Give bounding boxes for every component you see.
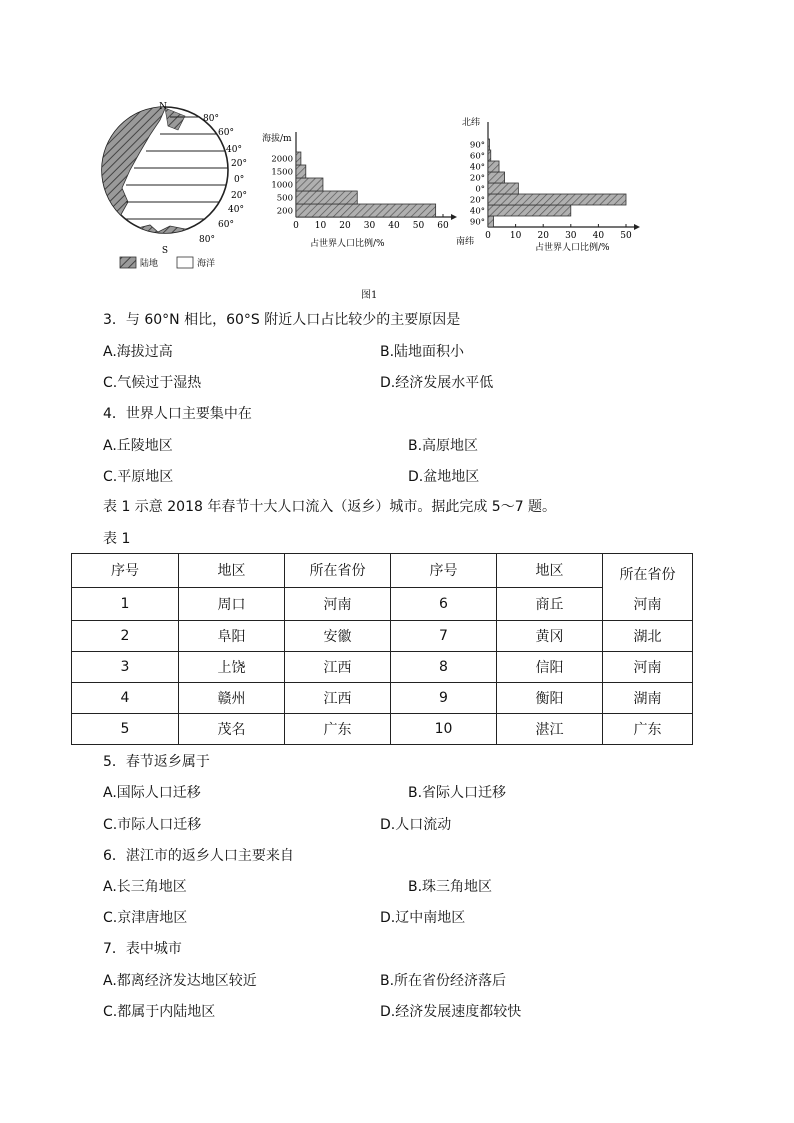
bar <box>488 194 626 205</box>
bar <box>488 161 499 172</box>
bar <box>296 178 323 191</box>
table-cell: 6 <box>391 587 497 621</box>
question-4-stem: 4．世界人口主要集中在 <box>103 406 252 422</box>
latitude-x-label: 占世界人口比例/% <box>535 243 610 253</box>
x-tick-label: 20 <box>537 231 549 241</box>
bar <box>488 150 491 161</box>
table-row <box>72 683 693 714</box>
table-cell: 江西 <box>285 652 391 683</box>
question-3-option-d: D.经济发展水平低 <box>380 375 494 391</box>
x-tick-label: 30 <box>565 231 577 241</box>
bar <box>296 165 306 178</box>
question-6-option-d: D.辽中南地区 <box>380 910 466 926</box>
question-6-option-a: A.长三角地区 <box>103 879 187 895</box>
lat-label: 20° <box>231 159 247 169</box>
ocean-legend-label: 海洋 <box>197 259 216 269</box>
table-caption: 表 1 <box>103 531 131 547</box>
table-cell: 商丘 <box>497 587 603 621</box>
table-cell: 江西 <box>285 683 391 714</box>
lat-label: 80° <box>199 235 215 245</box>
table-cell: 衡阳 <box>497 683 603 714</box>
bar <box>296 152 301 165</box>
table-cell: 10 <box>391 714 497 745</box>
bar <box>488 205 571 216</box>
table-cell: 上饶 <box>179 652 285 683</box>
question-5-option-b: B.省际人口迁移 <box>408 785 507 801</box>
table-cell: 河南 <box>285 587 391 621</box>
table-cell: 7 <box>391 621 497 652</box>
question-5-option-c: C.市际人口迁移 <box>103 817 202 833</box>
table-row <box>72 652 693 683</box>
latitude-south-label: 南纬 <box>456 237 475 247</box>
table-cell: 湖南 <box>603 683 693 714</box>
table-cell: 9 <box>391 683 497 714</box>
altitude-x-label: 占世界人口比例/% <box>310 239 385 249</box>
question-7-option-d: D.经济发展速度都较快 <box>380 1004 522 1020</box>
question-7-stem: 7．表中城市 <box>103 941 182 957</box>
figure-1 <box>0 90 794 280</box>
table-cell: 3 <box>72 652 179 683</box>
table-cell: 黄冈 <box>497 621 603 652</box>
question-6-option-b: B.珠三角地区 <box>408 879 493 895</box>
lat-label: 20° <box>231 191 247 201</box>
table-cell: 湖北 <box>603 621 693 652</box>
table-cell: 广东 <box>603 714 693 745</box>
altitude-chart <box>262 132 457 249</box>
question-3-option-b: B.陆地面积小 <box>380 344 465 360</box>
table-cell: 广东 <box>285 714 391 745</box>
x-tick-label: 40 <box>592 231 605 241</box>
question-5-option-d: D.人口流动 <box>380 817 452 833</box>
table-cell: 信阳 <box>497 652 603 683</box>
x-axis-arrow <box>451 214 457 220</box>
question-7-option-a: A.都离经济发达地区较近 <box>103 973 257 989</box>
x-tick-label: 60 <box>437 221 449 231</box>
y-tick-label: 60° <box>469 151 485 162</box>
table-cell: 周口 <box>179 587 285 621</box>
question-4-option-c: C.平原地区 <box>103 469 174 485</box>
y-tick-label: 40° <box>469 162 485 173</box>
table-cell: 茂名 <box>179 714 285 745</box>
question-3-option-a: A.海拔过高 <box>103 344 173 360</box>
table-cell: 2 <box>72 621 179 652</box>
table-row <box>72 714 693 745</box>
table-cell: 阜阳 <box>179 621 285 652</box>
x-tick-label: 10 <box>509 231 522 241</box>
header-cell: 序号 <box>391 554 497 588</box>
question-7-option-b: B.所在省份经济落后 <box>380 973 507 989</box>
bar <box>488 216 494 227</box>
question-5-stem: 5．春节返乡属于 <box>103 754 210 770</box>
land-legend-label: 陆地 <box>140 259 159 269</box>
question-7-option-c: C.都属于内陆地区 <box>103 1004 216 1020</box>
table-cell: 安徽 <box>285 621 391 652</box>
y-tick-label: 20° <box>469 173 485 184</box>
y-tick-label: 200 <box>276 206 293 217</box>
lat-label: 80° <box>203 114 219 124</box>
question-6-option-c: C.京津唐地区 <box>103 910 188 926</box>
land-legend-swatch <box>120 257 136 268</box>
table-row <box>72 621 693 652</box>
bar <box>296 204 436 217</box>
y-tick-label: 500 <box>276 193 293 204</box>
table-cell: 湛江 <box>497 714 603 745</box>
x-tick-label: 30 <box>363 221 376 231</box>
lat-label: 0° <box>234 175 245 185</box>
table-header-row <box>72 554 693 588</box>
header-cell: 所在省份 <box>285 554 391 588</box>
table-cell: 河南 <box>633 597 662 613</box>
question-6-stem: 6．湛江市的返乡人口主要来自 <box>103 848 294 864</box>
y-tick-label: 20° <box>469 195 485 206</box>
globe-diagram <box>100 100 247 269</box>
table-cell: 1 <box>72 587 179 621</box>
table-cell: 5 <box>72 714 179 745</box>
table-1 <box>71 553 693 745</box>
question-5-option-a: A.国际人口迁移 <box>103 785 201 801</box>
y-tick-label: 40° <box>469 206 485 217</box>
header-cell-merged <box>603 554 693 621</box>
question-4-option-d: D.盆地地区 <box>408 469 480 485</box>
y-tick-label: 90° <box>469 140 485 151</box>
header-cell: 地区 <box>497 554 603 588</box>
header-cell: 序号 <box>72 554 179 588</box>
bar <box>488 139 490 150</box>
x-tick-label: 10 <box>314 221 327 231</box>
lat-label: 60° <box>218 128 234 138</box>
north-label: N <box>159 102 167 112</box>
x-tick-label: 50 <box>620 231 632 241</box>
x-tick-label: 50 <box>412 221 425 231</box>
question-3-stem: 3．与 60°N 相比，60°S 附近人口占比较少的主要原因是 <box>103 312 461 328</box>
figure-caption: 图1 <box>361 290 378 301</box>
lat-label: 60° <box>218 220 234 230</box>
bar <box>296 191 357 204</box>
latitude-north-label: 北纬 <box>462 118 481 128</box>
y-tick-label: 0° <box>475 184 485 195</box>
bar <box>488 172 505 183</box>
altitude-y-label: 海拔/m <box>262 134 292 144</box>
y-tick-label: 2000 <box>271 154 293 165</box>
question-4-option-a: A.丘陵地区 <box>103 438 173 454</box>
lat-label: 40° <box>226 145 242 155</box>
table-intro: 表 1 示意 2018 年春节十大人口流入（返乡）城市。据此完成 5～7 题。 <box>103 499 557 515</box>
ocean-legend-swatch <box>177 257 193 268</box>
bar <box>488 183 518 194</box>
south-label: S <box>161 246 169 256</box>
header-cell: 地区 <box>179 554 285 588</box>
lat-label: 40° <box>228 205 244 215</box>
x-tick-label: 40 <box>388 221 400 231</box>
table-cell: 河南 <box>603 652 693 683</box>
table-row <box>72 587 693 621</box>
y-tick-label: 1500 <box>271 167 293 178</box>
y-tick-label: 90° <box>469 217 485 228</box>
x-axis-arrow <box>634 224 640 230</box>
x-tick-label: 0 <box>485 231 491 241</box>
question-4-option-b: B.高原地区 <box>408 438 479 454</box>
x-tick-label: 20 <box>339 221 351 231</box>
table-cell: 4 <box>72 683 179 714</box>
question-3-option-c: C.气候过于湿热 <box>103 375 202 391</box>
latitude-chart <box>456 116 640 253</box>
header-cell: 所在省份 <box>619 567 676 583</box>
y-tick-label: 1000 <box>271 180 293 191</box>
table-cell: 赣州 <box>179 683 285 714</box>
x-tick-label: 0 <box>293 221 299 231</box>
table-cell: 8 <box>391 652 497 683</box>
